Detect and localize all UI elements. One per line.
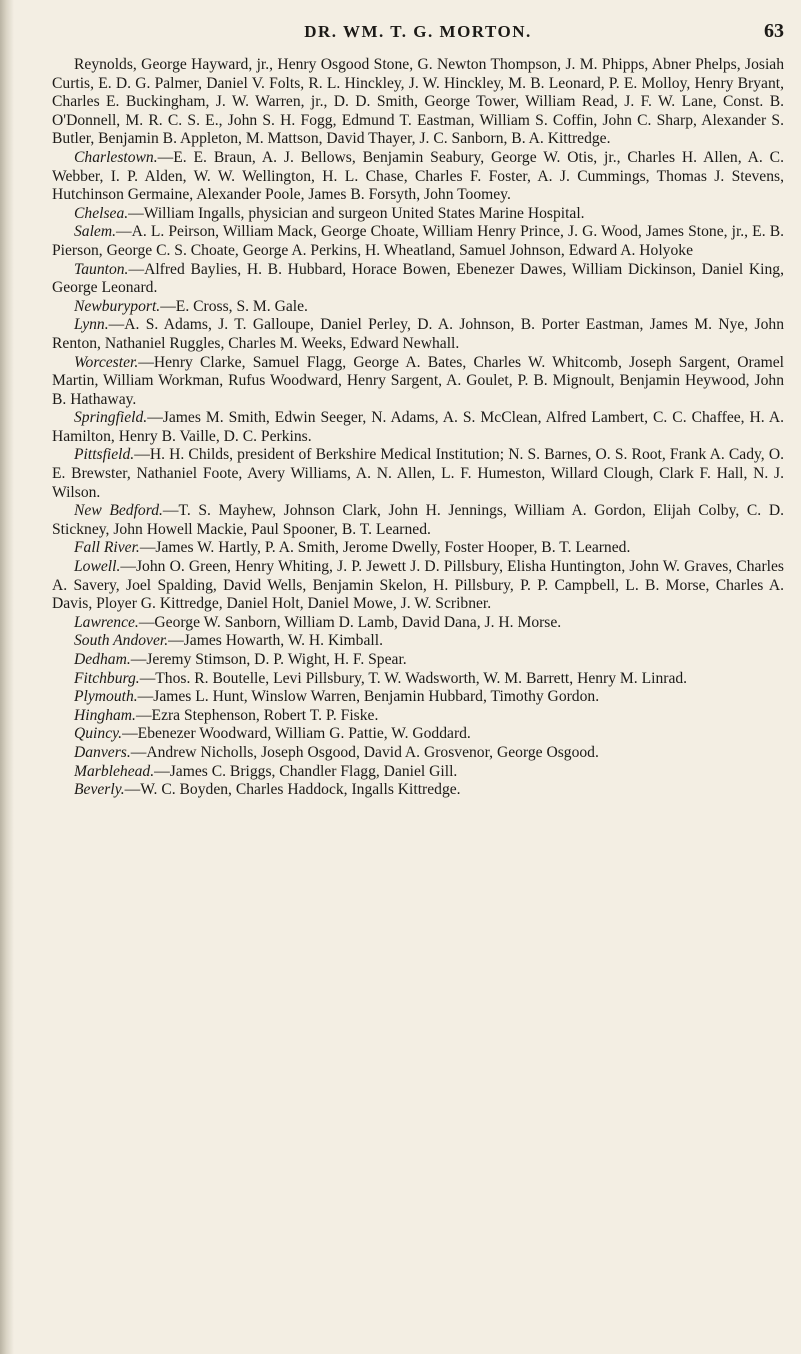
place-name: Beverly. (74, 781, 125, 799)
physician-names: —Andrew Nicholls, Joseph Osgood, David A. Grosvenor, George Osgood. (130, 743, 599, 761)
paragraph-lynn (52, 316, 784, 353)
place-name: Chelsea. (74, 204, 129, 222)
place-name: Salem. (74, 223, 117, 241)
place-name: Quincy. (74, 725, 123, 743)
physician-names: —John O. Green, Henry Whiting, J. P. Jewett J. D. Pillsbury, Elisha Huntington, John W. Graves, Charles A. Savery, Joel Spalding, David Wells, Benjamin Skelon, H. Pillsbury, P. P. Campbell, L. B. Morse, Charles A. Davis, Ployer G. Kittredge, Daniel Holt, Daniel Mowe, J. W. Scribner. (52, 558, 784, 613)
physician-names: —A. L. Peirson, William Mack, George Choate, William Henry Prince, J. G. Wood, James Stone, jr., E. B. Pierson, George C. S. Choate, George A. Perkins, H. Wheatland, Samuel Johnson, Edward A. Holyoke (52, 223, 784, 259)
place-name: Worcester. (74, 353, 139, 371)
physician-names: —George W. Sanborn, William D. Lamb, David Dana, J. H. Morse. (138, 613, 562, 631)
physician-names: —William Ingalls, physician and surgeon United States Marine Hospital. (128, 204, 585, 222)
physician-names: —E. E. Braun, A. J. Bellows, Benjamin Seabury, George W. Otis, jr., Charles H. Allen, A. C. Webber, I. P. Alden, W. W. Wellington, H. L. Chase, Charles F. Foster, A. J. Cummings, Thomas J. Stevens, Hutchinson Germaine, Alexander Poole, James B. Forsyth, John Toomey. (52, 148, 784, 204)
physician-names: —Thos. R. Boutelle, Levi Pillsbury, T. W. Wadsworth, W. M. Barrett, Henry M. Linrad. (139, 669, 688, 687)
place-name: Taunton. (74, 260, 129, 278)
physician-names: —W. C. Boyden, Charles Haddock, Ingalls Kittredge. (124, 781, 461, 799)
paragraph-beverly (52, 781, 784, 800)
paragraph-lowell (52, 558, 784, 614)
page-header (52, 18, 784, 56)
paragraph-lawrence (52, 614, 784, 633)
page-edge-shadow (0, 0, 14, 1354)
physician-names: —James W. Hartly, P. A. Smith, Jerome Dwelly, Foster Hooper, B. T. Learned. (139, 539, 631, 557)
place-name: Lynn. (74, 316, 109, 334)
place-name: Newburyport. (74, 297, 161, 315)
page-number: 63 (764, 20, 784, 42)
physician-names: —Ebenezer Woodward, William G. Pattie, W. Goddard. (122, 725, 471, 743)
place-name: Fitchburg. (74, 669, 140, 687)
paragraph-new-bedford (52, 502, 784, 539)
physician-names: —Jeremy Stimson, D. P. Wight, H. F. Spear. (130, 651, 407, 668)
place-name: Pittsfield. (74, 446, 135, 464)
paragraph-boston (52, 56, 784, 149)
place-name: Lawrence. (74, 613, 139, 631)
physician-names: —Henry Clarke, Samuel Flagg, George A. Bates, Charles W. Whitcomb, Joseph Sargent, Oramel Martin, William Workman, Rufus Woodward, Henry Sargent, A. Goulet, P. B. Mignoult, Benjamin Heywood, John B. Hathaway. (52, 353, 784, 408)
paragraph-danvers (52, 744, 784, 763)
place-name: Lowell. (74, 558, 121, 576)
paragraph-south-andover (52, 632, 784, 651)
paragraph-salem (52, 223, 784, 260)
place-name: Springfield. (74, 409, 148, 427)
paragraph-hingham (52, 707, 784, 726)
place-name: Danvers. (74, 743, 131, 761)
document-page (52, 18, 784, 800)
physician-names: —E. Cross, S. M. Gale. (160, 297, 308, 315)
physician-names: —James L. Hunt, Winslow Warren, Benjamin Hubbard, Timothy Gordon. (137, 688, 600, 706)
place-name: South Andover. (74, 632, 169, 650)
place-name: Hingham. (74, 706, 136, 724)
place-name: Marblehead. (74, 762, 155, 780)
paragraph-quincy (52, 725, 784, 744)
paragraph-chelsea (52, 205, 784, 224)
physician-names: —H. H. Childs, president of Berkshire Medical Institution; N. S. Barnes, O. S. Root, Frank A. Cady, O. E. Brewster, Nathaniel Foote, Avery Williams, A. N. Allen, L. F. Humeston, Willard Clough, Clark F. Hall, N. J. Wilson. (52, 446, 784, 501)
body-text (52, 56, 784, 800)
physician-names: Reynolds, George Hayward, jr., Henry Osgood Stone, G. Newton Thompson, J. M. Phipps, Abner Phelps, Josiah Curtis, E. D. G. Palmer, Daniel V. Folts, R. L. Hinckley, J. W. Hinckley, M. B. Leonard, P. E. Molloy, Henry Bryant, Charles E. Buckingham, J. W. Warren, jr., D. D. Smith, George Tower, William Read, J. F. W. Lane, Const. B. O'Donnell, M. R. C. S. E., John S. H. Fogg, Edmund T. Eastman, William S. Coffin, John C. Sharp, Alexander S. Butler, Benjamin B. Appleton, M. Mattson, David Thayer, J. C. Sanborn, B. A. Kittredge. (52, 56, 784, 148)
paragraph-springfield (52, 409, 784, 446)
physician-names: —T. S. Mayhew, Johnson Clark, John H. Jennings, William A. Gordon, Elijah Colby, C. D. Stickney, John Howell Mackie, Paul Spooner, B. T. Learned. (52, 502, 784, 538)
physician-names: —A. S. Adams, J. T. Galloupe, Daniel Perley, D. A. Johnson, B. Porter Eastman, James M. Nye, John Renton, Nathaniel Ruggles, Charles M. Weeks, Edward Newhall. (52, 316, 784, 352)
place-name: Charlestown. (74, 148, 158, 166)
place-name: New Bedford. (74, 502, 163, 520)
running-head: DR. WM. T. G. MORTON. (304, 22, 532, 41)
place-name: Fall River. (74, 539, 140, 557)
paragraph-dedham (52, 651, 784, 670)
paragraph-fall-river (52, 539, 784, 558)
paragraph-marblehead (52, 763, 784, 782)
physician-names: —James M. Smith, Edwin Seeger, N. Adams, A. S. McClean, Alfred Lambert, C. C. Chaffee, H. A. Hamilton, Henry B. Vaille, D. C. Perkins. (52, 409, 784, 445)
physician-names: —Alfred Baylies, H. B. Hubbard, Horace Bowen, Ebenezer Dawes, William Dickinson, Daniel King, George Leonard. (52, 260, 784, 297)
physician-names: —James C. Briggs, Chandler Flagg, Daniel Gill. (154, 762, 458, 780)
physician-names: —James Howarth, W. H. Kimball. (168, 632, 383, 650)
place-name: Plymouth. (74, 688, 138, 706)
place-name: Dedham. (74, 651, 131, 668)
paragraph-newburyport (52, 298, 784, 317)
paragraph-charlestown (52, 149, 784, 205)
paragraph-plymouth (52, 688, 784, 707)
paragraph-taunton (52, 261, 784, 298)
paragraph-fitchburg (52, 670, 784, 689)
paragraph-worcester (52, 354, 784, 410)
physician-names: —Ezra Stephenson, Robert T. P. Fiske. (135, 706, 379, 724)
paragraph-pittsfield (52, 446, 784, 502)
